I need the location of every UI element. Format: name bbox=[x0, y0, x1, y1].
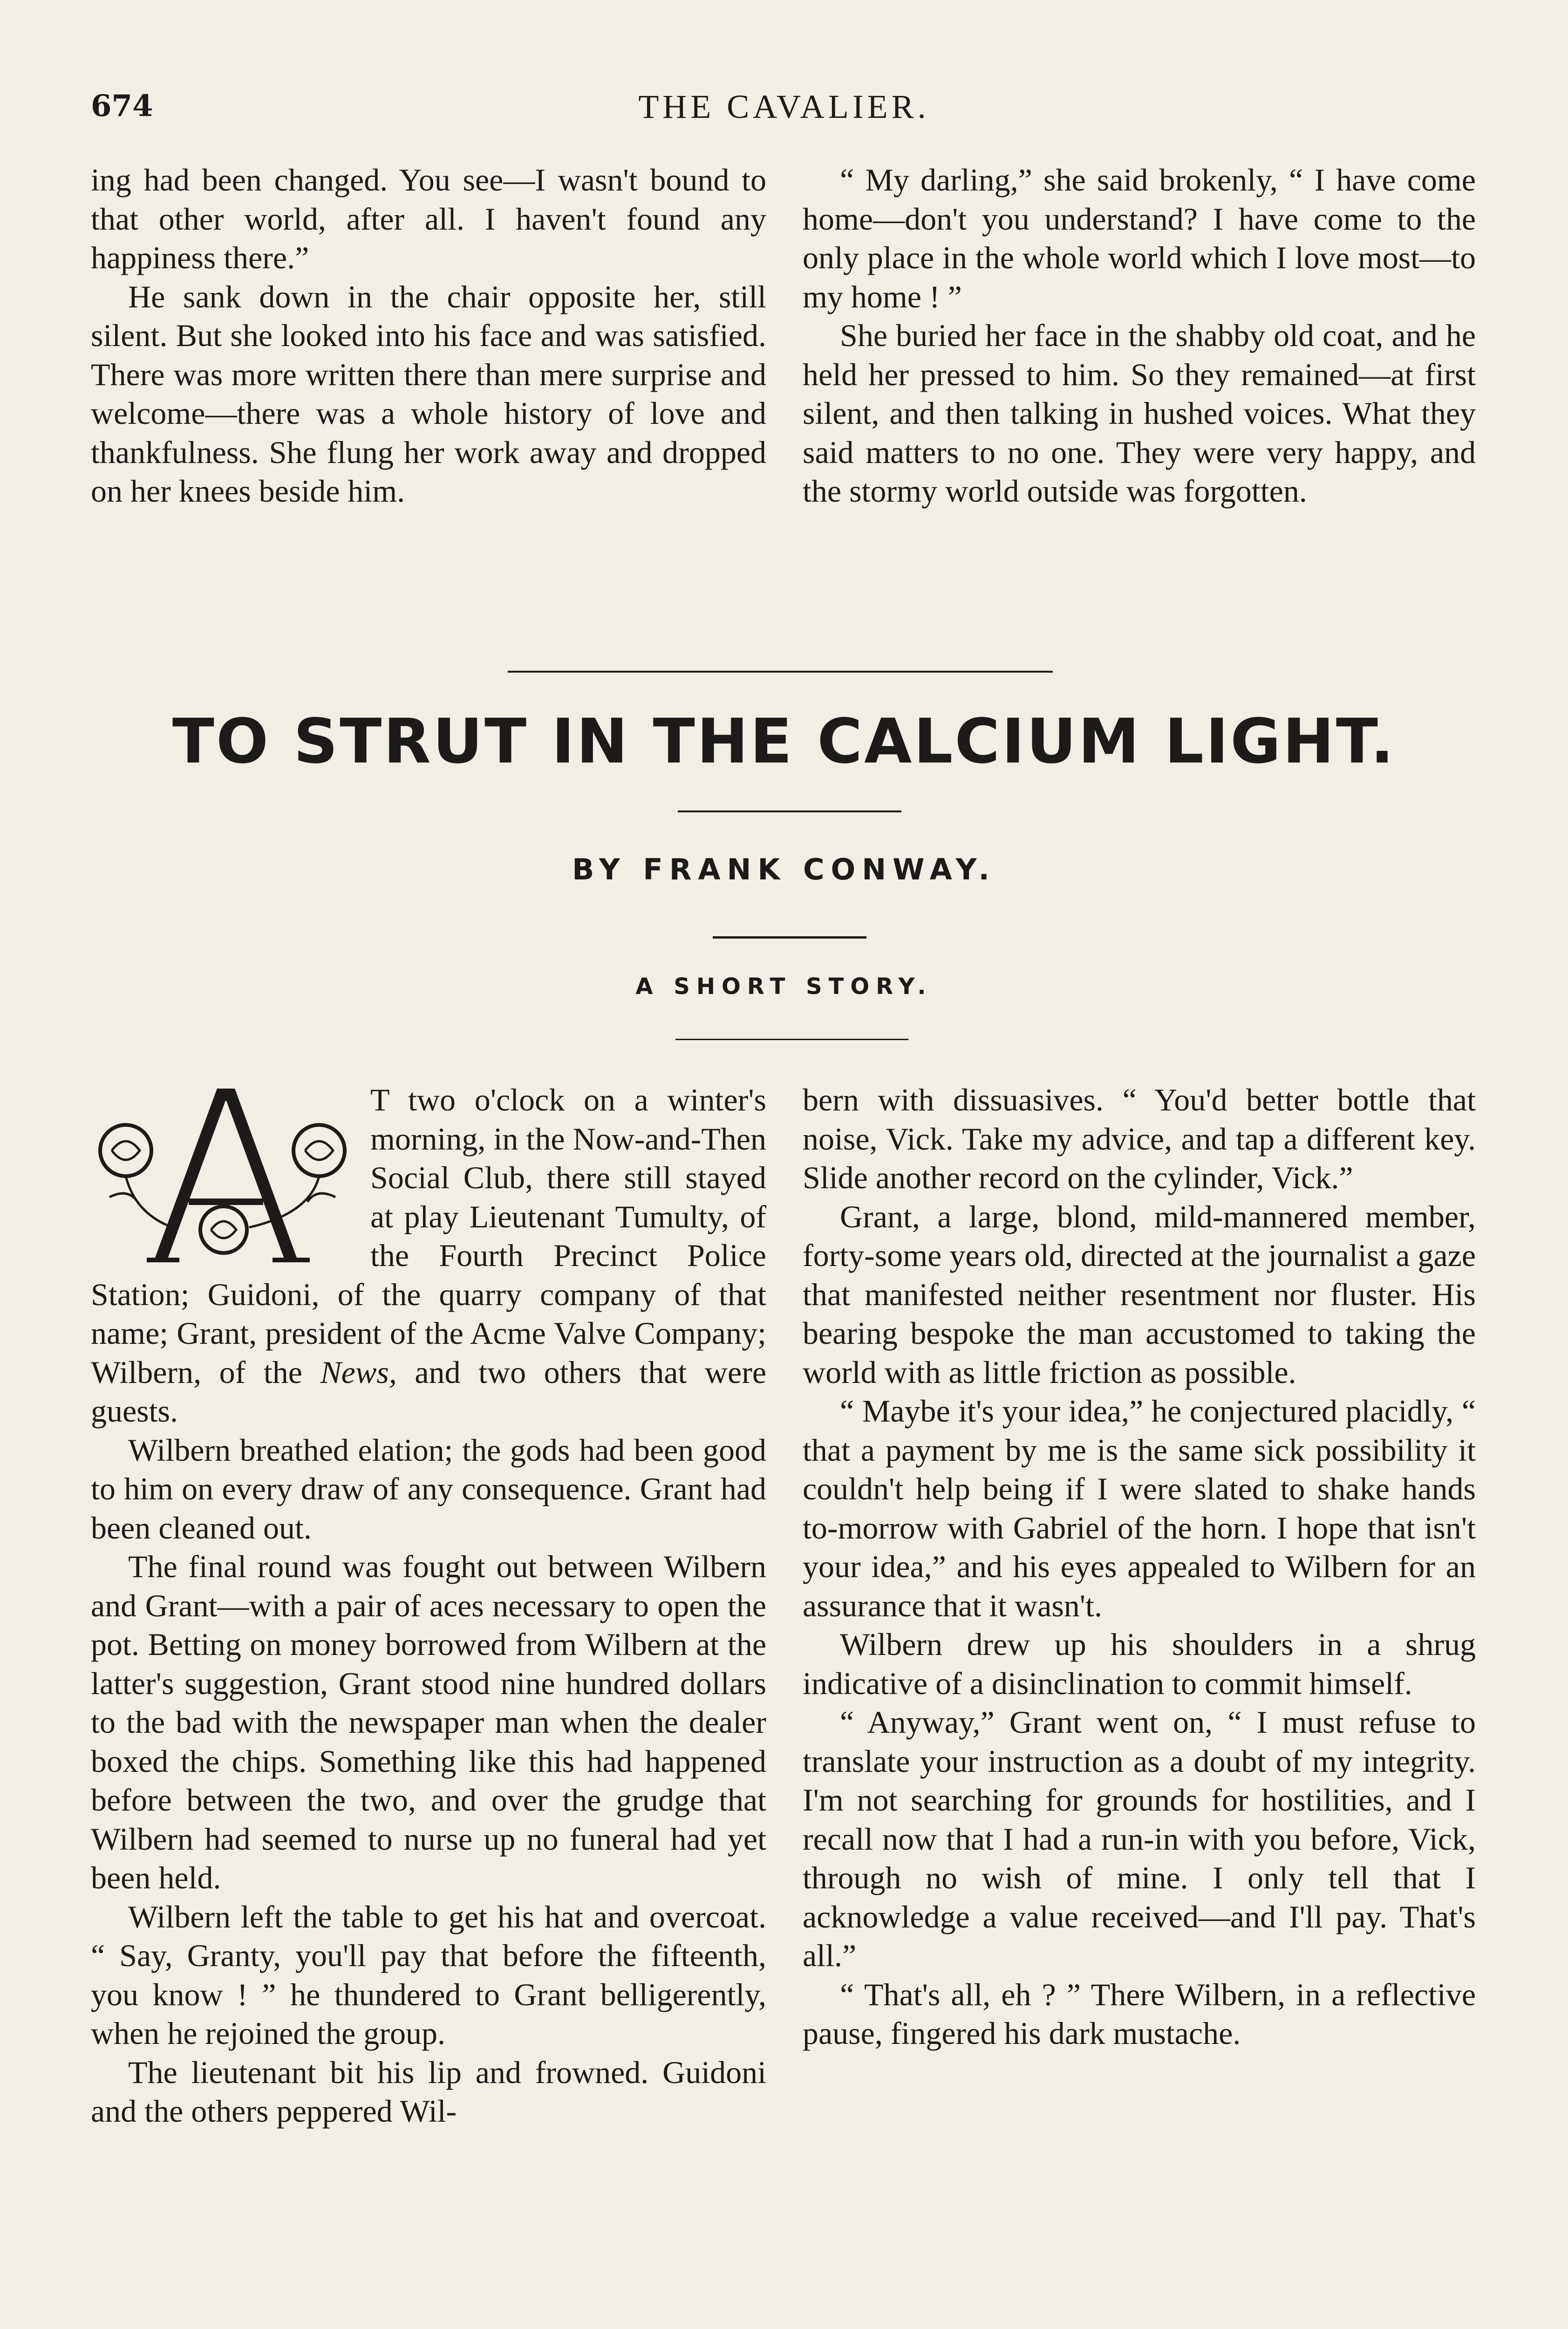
opening-text-end: and two others that were guests. bbox=[91, 1354, 767, 1429]
page-number: 674 bbox=[91, 89, 153, 123]
story-right-column bbox=[803, 1081, 1476, 2053]
paragraph: “ Maybe it's your idea,” he conjectured placidly, “ that a payment by me is the same sick possibility it couldn't help being if I were slated to shake hands to-morrow with Gabriel of the horn. I hope that isn't your idea,” and his eyes appealed to Wilbern for an assurance that it wasn't. bbox=[803, 1393, 1476, 1623]
story-subtitle: A SHORT STORY. bbox=[635, 974, 933, 1000]
paragraph: The lieutenant bit his lip and frowned. Guidoni and the others peppered Wil- bbox=[91, 2054, 766, 2129]
paragraph: “ Anyway,” Grant went on, “ I must refuse to translate your instruction as a doubt of my integrity. I'm not searching for grounds for hostilities, and I recall now that I had a run-in with you before, Vick, through no wish of mine. I only tell that I acknowledge a value received—and I'll pay. That's all.” bbox=[803, 1704, 1476, 1973]
paragraph: Wilbern breathed elation; the gods had been good to him on every draw of any consequence. Grant had been cleaned out. bbox=[91, 1432, 766, 1546]
paragraph: ing had been changed. You see—I wasn't bound to that other world, after all. I haven't found any happiness there.” bbox=[91, 162, 766, 275]
paragraph: “ My darling,” she said brokenly, “ I have come home—don't you understand? I have come to the only place in the whole world which I love most—to my home ! ” bbox=[803, 162, 1476, 314]
previous-story-left-column bbox=[91, 161, 766, 511]
running-title: THE CAVALIER. bbox=[638, 88, 930, 125]
byline-underline-rule bbox=[713, 936, 866, 939]
paragraph: “ That's all, eh ? ” There Wilbern, in a reflective pause, fingered his dark mustache. bbox=[803, 1976, 1476, 2051]
paragraph: bern with dissuasives. “ You'd better bottle that noise, Vick. Take my advice, and tap a different key. Slide another record on the cylinder, Vick.” bbox=[803, 1082, 1476, 1195]
section-divider-rule bbox=[508, 671, 1053, 673]
paragraph: Grant, a large, blond, mild-mannered member, forty-some years old, directed at the journalist a gaze that manifested neither resentment nor fluster. His bearing bespoke the man accustomed to taking the world with as little friction as possible. bbox=[803, 1199, 1476, 1390]
decorative-drop-cap bbox=[91, 1081, 352, 1267]
subtitle-underline-rule bbox=[675, 1039, 908, 1040]
story-title: TO STRUT IN THE CALCIUM LIGHT. bbox=[172, 706, 1396, 777]
paragraph: He sank down in the chair opposite her, still silent. But she looked into his face and was satisfied. There was more written there than mere surprise and welcome—there was a whole history of love and thankfulness. She flung her work away and dropped on her knees beside him. bbox=[91, 279, 766, 509]
story-left-column bbox=[91, 1081, 766, 2131]
paragraph: She buried her face in the shabby old coat, and he held her pressed to him. So they remained—at first silent, and then talking in hushed voices. What they said matters to no one. They were very happy, and the stormy world outside was forgotten. bbox=[803, 318, 1476, 509]
paragraph: Wilbern drew up his shoulders in a shrug indicative of a disinclination to commit himself. bbox=[803, 1627, 1476, 1701]
title-underline-rule bbox=[678, 810, 901, 812]
paragraph: Wilbern left the table to get his hat and overcoat. “ Say, Granty, you'll pay that before the fifteenth, you know ! ” he thundered to Grant belligerently, when he rejoined the group. bbox=[91, 1899, 766, 2051]
opening-text: T two o'clock on a winter's morning, in the Now-and-Then Social Club, there still stayed at play Lieutenant Tumulty, of the Fourth Precinct Police Station; Guidoni, of the quarry company of that name; Grant, president of the Acme Valve Company; Wilbern, of the bbox=[91, 1082, 766, 1390]
paragraph: The final round was fought out between Wilbern and Grant—with a pair of aces necessary to open the pot. Betting on money borrowed from Wilbern at the latter's suggestion, Grant stood nine hundred dollars to the bad with the newspaper man when the dealer boxed the chips. Something like this had happened before between the two, and over the grudge that Wilbern had seemed to nurse up no funeral had yet been held. bbox=[91, 1549, 766, 1895]
story-byline: BY FRANK CONWAY. bbox=[572, 852, 996, 886]
previous-story-right-column bbox=[803, 161, 1476, 511]
newspaper-name: News, bbox=[320, 1354, 397, 1390]
drop-cap-roses-icon bbox=[91, 1081, 352, 1267]
